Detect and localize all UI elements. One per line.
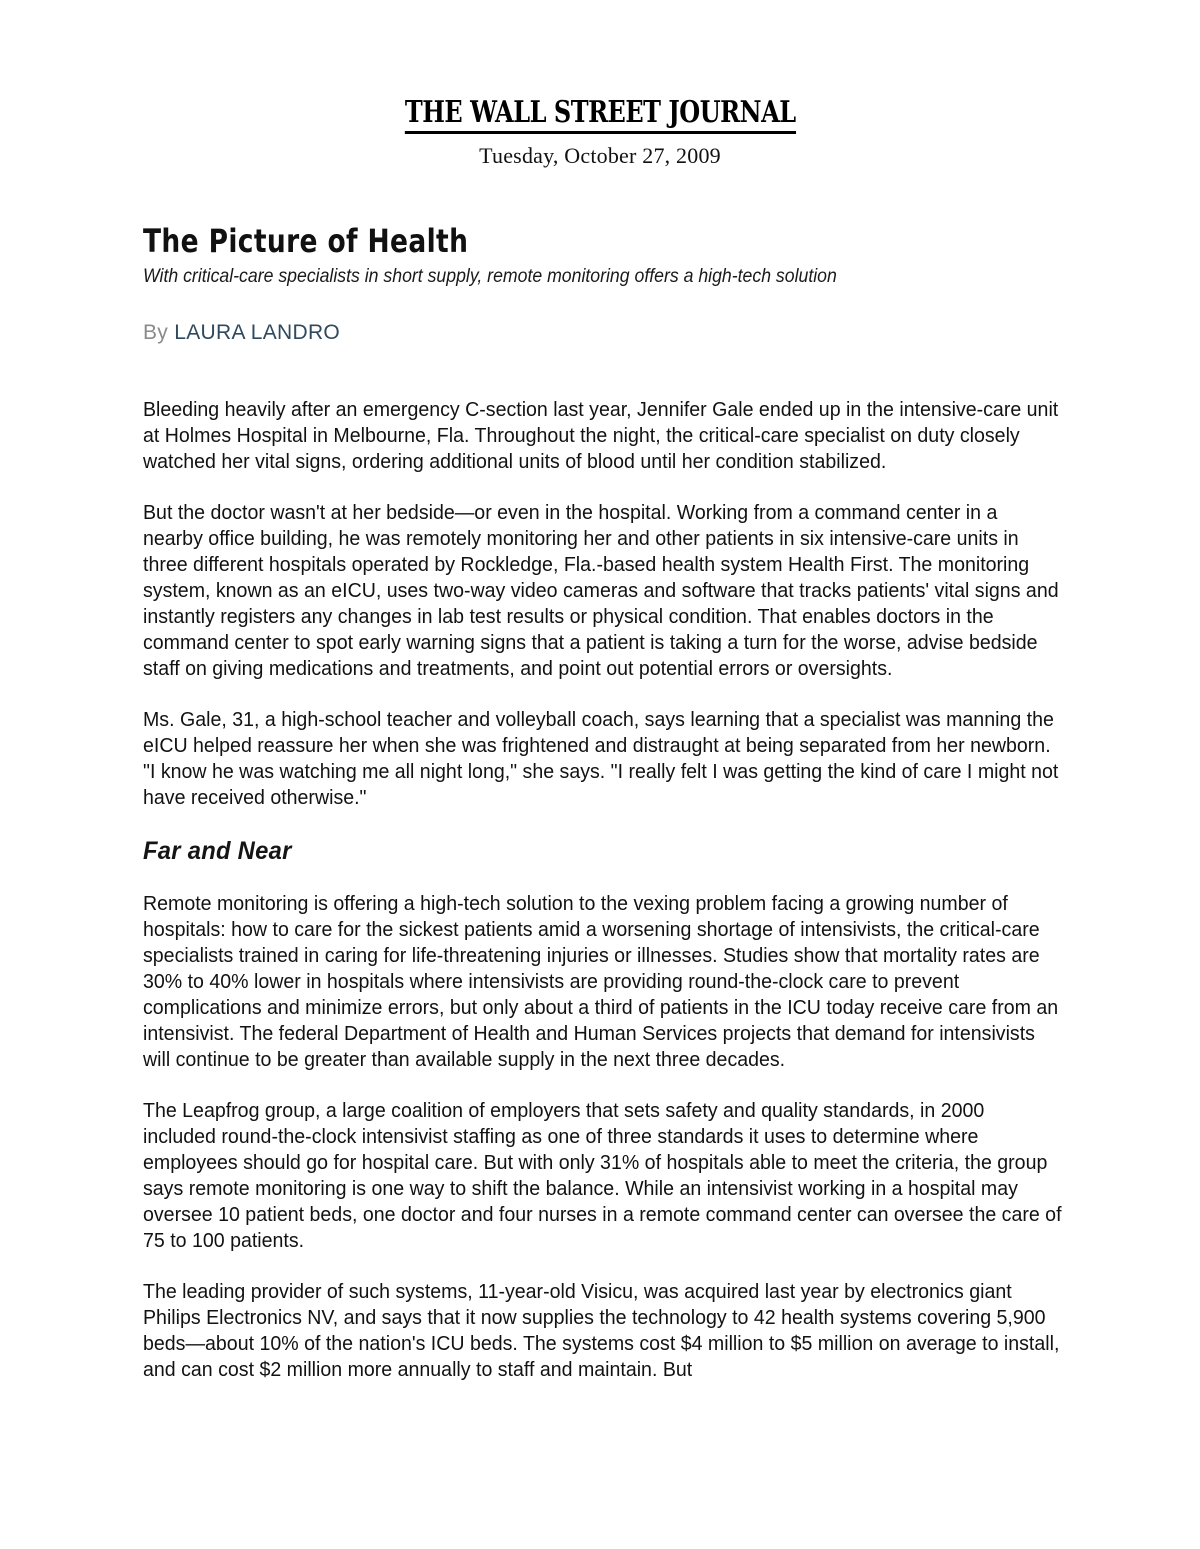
- byline-author[interactable]: LAURA LANDRO: [174, 321, 341, 344]
- paragraph: Remote monitoring is offering a high-tech solution to the vexing problem facing a growing number of hospitals: how to care for the sickest patients amid a worsening shortage of intensivists, the critical-care specialists trained in caring for life-threatening injuries or illnesses. Studies show that mortality rates are 30% to 40% lower in hospitals where intensivists are providing round-the-clock care to prevent complications and minimize errors, but only about a third of patients in the ICU today receive care from an intensivist. The federal Department of Health and Human Services projects that demand for intensivists will continue to be greater than available supply in the next three decades.: [143, 892, 1059, 1071]
- article-deck: With critical-care specialists in short supply, remote monitoring offers a high-tech solution: [143, 266, 837, 287]
- section-heading: Far and Near: [143, 837, 292, 865]
- masthead: [0, 0, 1200, 169]
- publication-date: Tuesday, October 27, 2009: [479, 143, 721, 168]
- publication-title: THE WALL STREET JOURNAL: [405, 96, 796, 134]
- paragraph: The Leapfrog group, a large coalition of employers that sets safety and quality standards, in 2000 included round-the-clock intensivist staffing as one of three standards it uses to determine where employees should go for hospital care. But with only 31% of hospitals able to meet the criteria, the group says remote monitoring is one way to shift the balance. While an intensivist working in a hospital may oversee 10 patient beds, one doctor and four nurses in a remote command center can oversee the care of 75 to 100 patients.: [143, 1099, 1062, 1252]
- article-body: [143, 222, 1061, 1408]
- byline: [143, 320, 1061, 345]
- paragraph: But the doctor wasn't at her bedside—or even in the hospital. Working from a command center in a nearby office building, he was remotely monitoring her and other patients in six intensive-care units in three different hospitals operated by Rockledge, Fla.-based health system Health First. The monitoring system, known as an eICU, uses two-way video cameras and software that tracks patients' vital signs and instantly registers any changes in lab test results or physical condition. That enables doctors in the command center to spot early warning signs that a patient is taking a turn for the worse, advise bedside staff on giving medications and treatments, and point out potential errors or oversights.: [143, 501, 1059, 680]
- paragraph: The leading provider of such systems, 11-year-old Visicu, was acquired last year by electronics giant Philips Electronics NV, and says that it now supplies the technology to 42 health systems covering 5,900 beds—about 10% of the nation's ICU beds. The systems cost $4 million to $5 million on average to install, and can cost $2 million more annually to staff and maintain. But: [143, 1280, 1060, 1381]
- paragraph: Bleeding heavily after an emergency C-section last year, Jennifer Gale ended up in the intensive-care unit at Holmes Hospital in Melbourne, Fla. Throughout the night, the critical-care specialist on duty closely watched her vital signs, ordering additional units of blood until her condition stabilized.: [143, 398, 1059, 473]
- article-headline: The Picture of Health: [143, 222, 469, 260]
- byline-prefix: By: [143, 321, 169, 344]
- body-copy: [143, 397, 1061, 1383]
- paragraph: Ms. Gale, 31, a high-school teacher and volleyball coach, says learning that a specialist was manning the eICU helped reassure her when she was frightened and distraught at being separated from her newborn. "I know he was watching me all night long," she says. "I really felt I was getting the kind of care I might not have received otherwise.": [143, 708, 1059, 809]
